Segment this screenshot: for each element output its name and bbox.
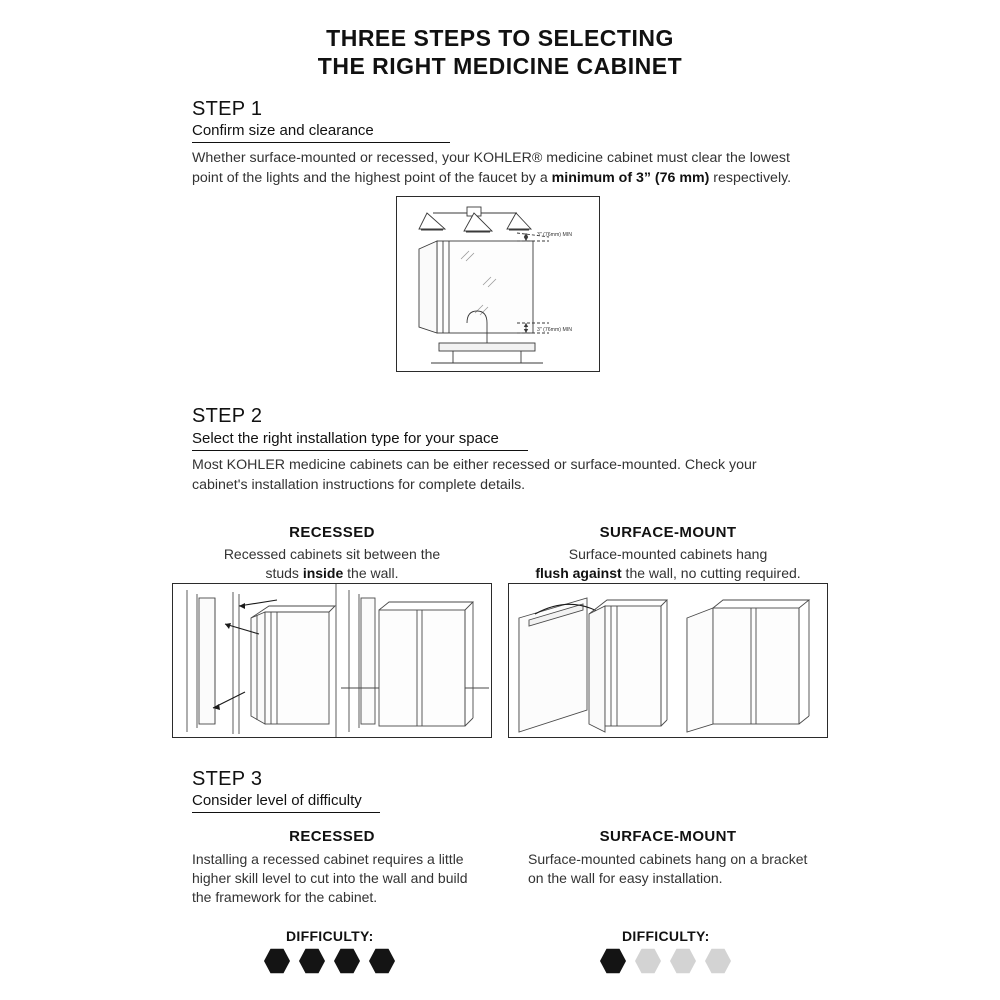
step-2-subheading: Select the right installation type for your space xyxy=(192,430,528,451)
difficulty-hex-filled xyxy=(600,948,626,974)
difficulty-hex-filled xyxy=(369,948,395,974)
surface-difficulty-meter xyxy=(600,948,731,974)
step-3-recessed-title: RECESSED xyxy=(289,828,375,845)
step-2-body: Most KOHLER medicine cabinets can be either recessed or surface-mounted. Check your cabinet's installation instructions for complete details. xyxy=(192,457,757,493)
recessed-difficulty-label: DIFFICULTY: xyxy=(286,928,374,944)
step-1-heading: STEP 1 xyxy=(192,98,263,120)
recessed-install-diagram xyxy=(173,584,491,737)
page-title-line-2: THE RIGHT MEDICINE CABINET xyxy=(317,53,683,79)
step-1-illustration-frame xyxy=(396,196,600,372)
step-3-surface-text: Surface-mounted cabinets hang on a bracket on the wall for easy installation. xyxy=(528,851,808,886)
step-2-surface-text xyxy=(522,545,814,583)
difficulty-hex-filled xyxy=(299,948,325,974)
page-title xyxy=(0,24,1000,80)
step-2-recessed-text-line-1: Recessed cabinets sit between the xyxy=(223,546,441,562)
clearance-label-top: 3" (76mm) MIN xyxy=(537,232,572,238)
surface-difficulty-label: DIFFICULTY: xyxy=(622,928,710,944)
step-3-recessed-text: Installing a recessed cabinet requires a little higher skill level to cut into the wall and build the framework for the cabinet. xyxy=(192,851,468,905)
step-1-body-prefix: Whether surface-mounted or recessed, your KOHLER® medicine cabinet must clear the lowest point of the lights and the highest point of the faucet by a xyxy=(192,150,790,186)
recessed-difficulty-meter xyxy=(264,948,395,974)
difficulty-hex-empty xyxy=(635,948,661,974)
difficulty-hex-empty xyxy=(705,948,731,974)
step-2-heading: STEP 2 xyxy=(192,405,263,427)
surface-mount-illustration-frame xyxy=(508,583,828,738)
step-2-surface-text-line-2-suffix: the wall, no cutting required. xyxy=(621,565,801,581)
difficulty-hex-empty xyxy=(670,948,696,974)
step-2-recessed-text-line-2-bold: inside xyxy=(302,565,344,581)
step-2-surface-title: SURFACE-MOUNT xyxy=(599,524,737,541)
step-1-body-bold: minimum of 3” (76 mm) xyxy=(551,170,710,186)
step-3-heading: STEP 3 xyxy=(192,768,263,790)
step-2-recessed-text-line-2-suffix: the wall. xyxy=(343,565,399,581)
step-3-subheading: Consider level of difficulty xyxy=(192,792,380,813)
difficulty-hex-filled xyxy=(264,948,290,974)
recessed-illustration-frame xyxy=(172,583,492,738)
page-title-line-1: THREE STEPS TO SELECTING xyxy=(326,25,674,51)
step-2-recessed-title: RECESSED xyxy=(289,524,375,541)
step-2-recessed-text-line-2-prefix: studs xyxy=(265,565,303,581)
difficulty-hex-filled xyxy=(334,948,360,974)
step-2-surface-text-line-2-bold: flush against xyxy=(535,565,622,581)
step-1-subheading: Confirm size and clearance xyxy=(192,122,450,143)
step-1-body xyxy=(192,148,812,188)
cabinet-clearance-diagram xyxy=(397,197,599,371)
step-2-recessed-text xyxy=(186,545,478,583)
clearance-label-bottom: 3" (76mm) MIN xyxy=(537,327,572,333)
surface-mount-install-diagram xyxy=(509,584,827,737)
step-3-surface-title: SURFACE-MOUNT xyxy=(599,828,737,845)
step-2-surface-text-line-1: Surface-mounted cabinets hang xyxy=(568,546,768,562)
step-1-body-suffix: respectively. xyxy=(709,170,792,186)
